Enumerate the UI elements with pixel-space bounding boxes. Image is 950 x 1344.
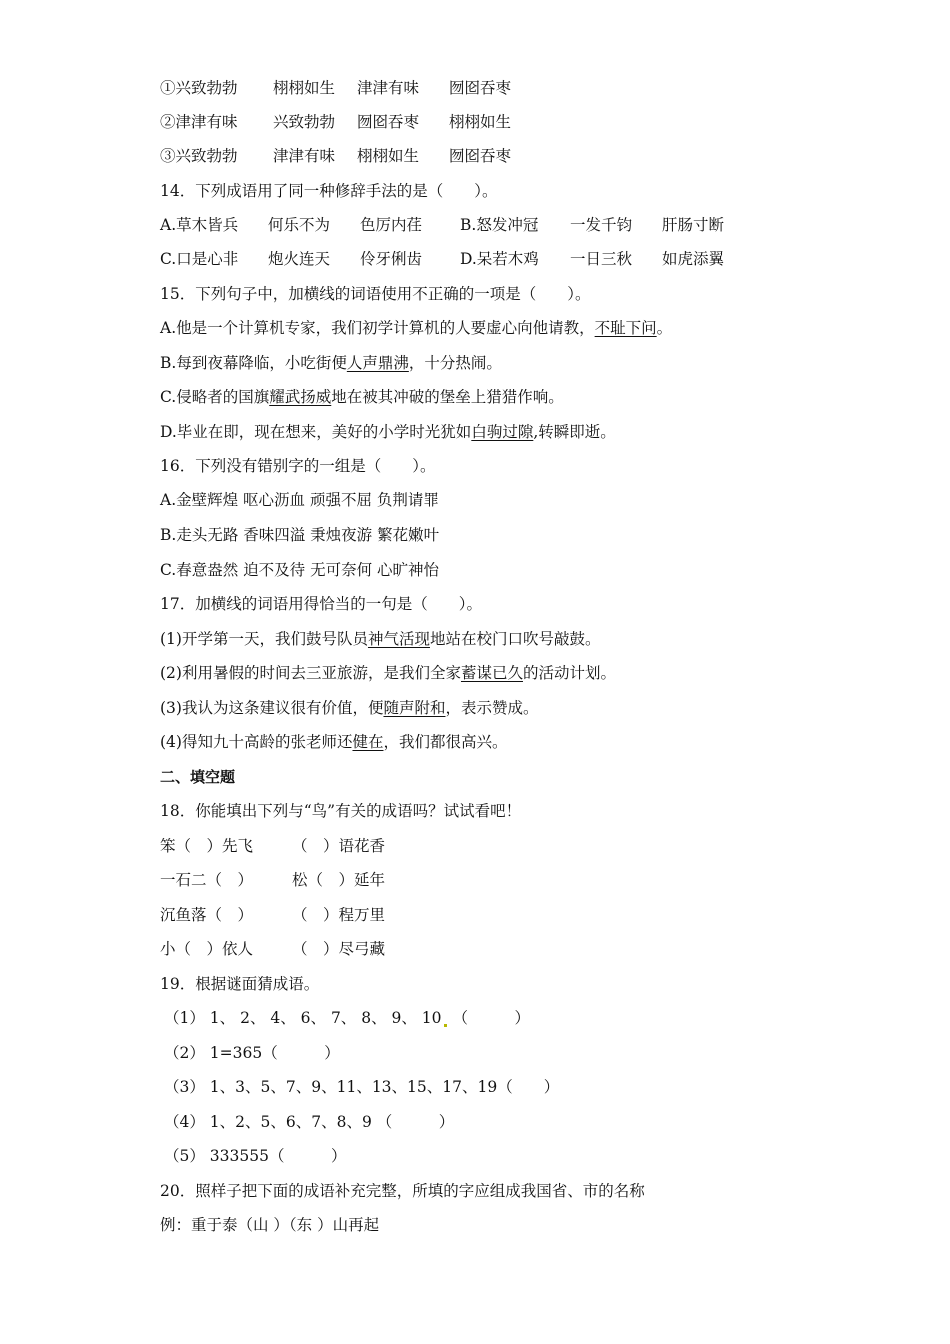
underlined-idiom: 人声鼎沸 (346, 354, 409, 372)
underlined-idiom: 耀武扬威 (269, 388, 332, 406)
q15-option-c: C.侵略者的国旗耀武扬威地在被其冲破的堡垒上猎猎作响。 (160, 388, 564, 406)
q19-item-3: （3） 1、3、5、7、9、11、13、15、17、19（ ） (164, 1078, 560, 1096)
underlined-idiom: 不耻下问 (594, 319, 657, 337)
q18-row-3: 沉鱼落（ ） （ ）程万里 (160, 906, 386, 924)
q18-stem: 18．你能填出下列与“鸟”有关的成语吗？试试看吧！ (160, 802, 522, 820)
q16-option-b: B.走头无路 香味四溢 秉烛夜游 繁花嫩叶 (160, 526, 440, 544)
q14-option-ab: A.草木皆兵 何乐不为 色厉内荏 B.怒发冲冠 一发千钧 肝肠寸断 (160, 216, 725, 234)
dot-mark (444, 1024, 447, 1027)
underlined-word: 健在 (352, 733, 384, 751)
q17-sentence-2: (2)利用暑假的时间去三亚旅游，是我们全家蓄谋已久的活动计划。 (160, 664, 616, 682)
q18-row-2: 一石二（ ） 松（ ）延年 (160, 871, 386, 889)
q17-sentence-4: (4)得知九十高龄的张老师还健在，我们都很高兴。 (160, 733, 508, 751)
q17-stem: 17．加横线的词语用得恰当的一句是（ ）。 (160, 595, 482, 613)
q14-option-cd: C.口是心非 炮火连天 伶牙俐齿 D.呆若木鸡 一日三秋 如虎添翼 (160, 250, 725, 268)
q16-option-c: C.春意盎然 迫不及待 无可奈何 心旷神怡 (160, 561, 440, 579)
q20-example: 例：重于泰（山 ）（东 ）山再起 (160, 1216, 380, 1234)
underlined-idiom: 随声附和 (383, 699, 446, 717)
q19-item-2: （2） 1=365（ ） (164, 1044, 340, 1062)
underlined-idiom: 白驹过隙 (471, 423, 534, 441)
q19-item-5: （5） 333555（ ） (164, 1147, 347, 1165)
q19-stem: 19．根据谜面猜成语。 (160, 975, 320, 993)
q13-option-2: ②津津有味 兴致勃勃 囫囵吞枣 栩栩如生 (160, 113, 512, 131)
q17-sentence-3: (3)我认为这条建议很有价值，便随声附和，表示赞成。 (160, 699, 539, 717)
q15-option-d: D.毕业在即，现在想来，美好的小学时光犹如白驹过隙,转瞬即逝。 (160, 423, 616, 441)
q16-stem: 16．下列没有错别字的一组是（ ）。 (160, 457, 436, 475)
q13-option-1: ①兴致勃勃 栩栩如生 津津有味 囫囵吞枣 (160, 79, 512, 97)
q13-option-3: ③兴致勃勃 津津有味 栩栩如生 囫囵吞枣 (160, 147, 512, 165)
q18-row-1: 笨（ ）先飞 （ ）语花香 (160, 837, 386, 855)
underlined-idiom: 蓄谋已久 (460, 664, 523, 682)
q14-stem: 14．下列成语用了同一种修辞手法的是（ ）。 (160, 182, 498, 200)
q16-option-a: A.金壁辉煌 呕心沥血 顽强不屈 负荆请罪 (160, 491, 439, 509)
underlined-idiom: 神气活现 (367, 630, 430, 648)
q15-stem: 15．下列句子中，加横线的词语使用不正确的一项是（ ）。 (160, 285, 591, 303)
q15-option-b: B.每到夜幕降临，小吃街便人声鼎沸，十分热闹。 (160, 354, 502, 372)
q15-option-a: A.他是一个计算机专家，我们初学计算机的人要虚心向他请教，不耻下问。 (160, 319, 673, 337)
q17-sentence-1: (1)开学第一天，我们鼓号队员神气活现地站在校门口吹号敲鼓。 (160, 630, 601, 648)
q19-item-1: （1） 1、 2、 4、 6、 7、 8、 9、 10 （ ） (164, 1009, 531, 1027)
section-heading: 二、填空题 (160, 768, 236, 786)
q18-row-4: 小（ ）依人 （ ）尽弓藏 (160, 940, 386, 958)
q20-stem: 20．照样子把下面的成语补充完整，所填的字应组成我国省、市的名称 (160, 1182, 645, 1200)
q19-item-4: （4） 1、2、5、6、7、8、9 （ ） (164, 1113, 455, 1131)
